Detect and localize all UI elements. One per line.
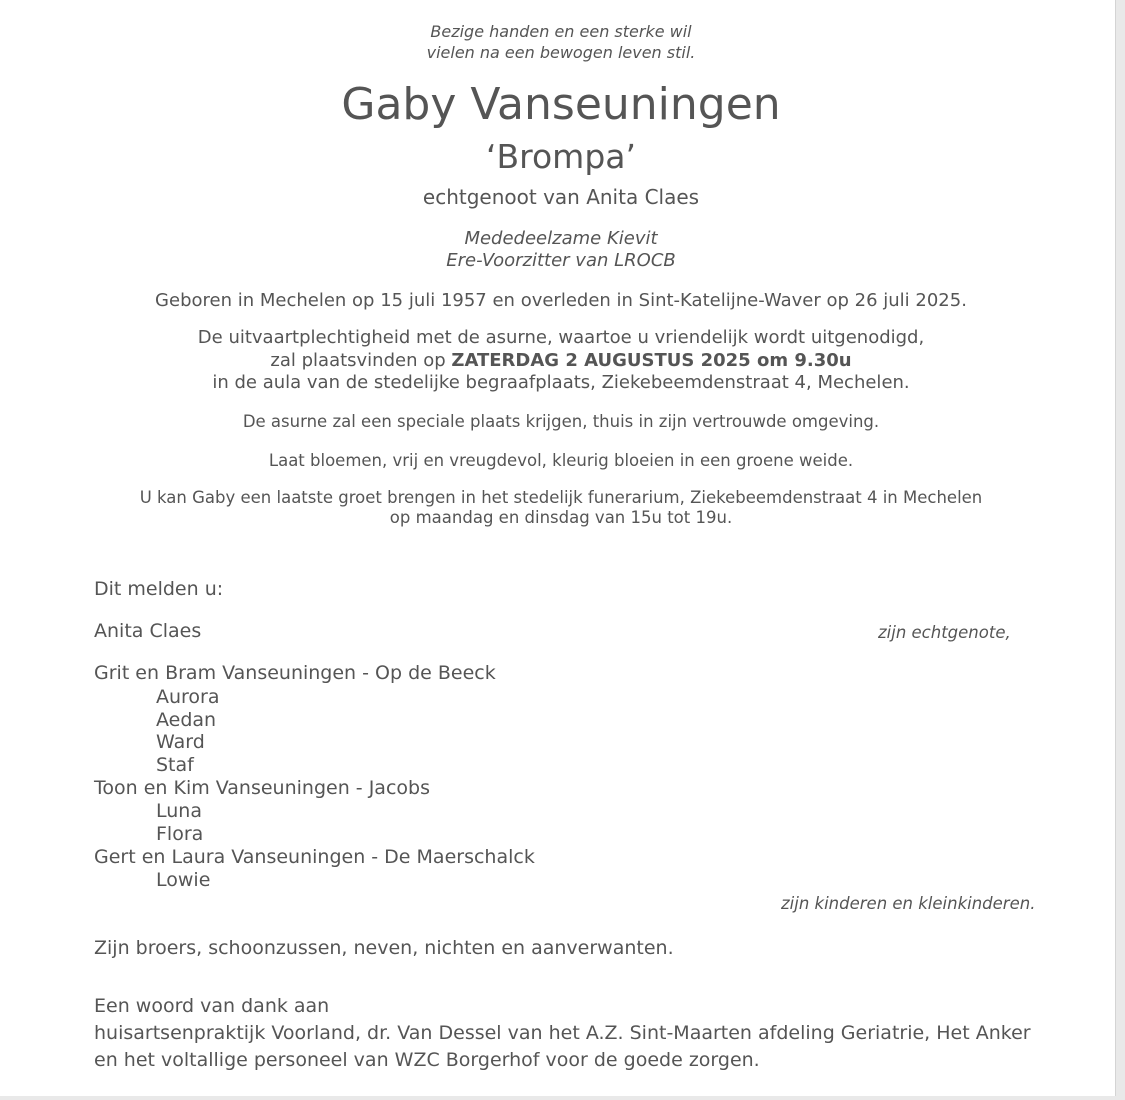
ceremony-line-1: De uitvaartplechtigheid met de asurne, waartoe u vriendelijk wordt uitgenodigd, xyxy=(197,327,925,348)
ceremony-line-3: in de aula van de stedelijke begraafplaats, Ziekebeemdenstraat 4, Mechelen. xyxy=(212,372,910,393)
visit-line-1: U kan Gaby een laatste groet brengen in het stedelijk funerarium, Ziekebeemdenstraat 4 in Mechelen xyxy=(139,488,983,507)
grandchild-name: Ward xyxy=(156,731,205,753)
family-1-name: Grit en Bram Vanseuningen - Op de Beeck xyxy=(94,662,496,684)
deceased-nickname: ‘Brompa’ xyxy=(486,137,636,176)
grandchild-name: Aurora xyxy=(156,686,220,708)
urn-note: De asurne zal een speciale plaats krijgen, thuis in zijn vertrouwde omgeving. xyxy=(242,412,880,431)
thanks-line-1: Een woord van dank aan xyxy=(94,995,330,1017)
family-3-name: Gert en Laura Vanseuningen - De Maerschalck xyxy=(94,846,535,868)
motto-line-2: vielen na een bewogen leven stil. xyxy=(426,43,696,62)
family-2-name: Toon en Kim Vanseuningen - Jacobs xyxy=(94,777,430,799)
title-line-2: Ere-Voorzitter van LROCB xyxy=(446,250,676,271)
grandchild-name: Luna xyxy=(156,800,202,822)
thanks-line-2: huisartsenpraktijk Voorland, dr. Van Dessel van het A.Z. Sint-Maarten afdeling Geriatrie, Het Anker xyxy=(94,1022,1031,1044)
ceremony-date: ZATERDAG 2 AUGUSTUS 2025 om 9.30u xyxy=(451,350,852,371)
thanks-line-3: en het voltallige personeel van WZC Borgerhof voor de goede zorgen. xyxy=(94,1049,760,1071)
ceremony-date-prefix: zal plaatsvinden op xyxy=(270,350,452,371)
birth-death-line: Geboren in Mechelen op 15 juli 1957 en overleden in Sint-Katelijne-Waver op 26 juli 2025. xyxy=(155,290,967,311)
announce-line: Dit melden u: xyxy=(94,578,224,600)
children-relation: zijn kinderen en kleinkinderen. xyxy=(781,894,1036,913)
ceremony-line-2 xyxy=(0,350,1122,372)
deceased-name: Gaby Vanseuningen xyxy=(341,79,781,130)
wife-name: Anita Claes xyxy=(94,620,202,642)
grandchild-name: Lowie xyxy=(156,869,211,891)
motto-line-1: Bezige handen en een sterke wil xyxy=(430,22,692,41)
grandchild-name: Flora xyxy=(156,823,204,845)
relatives-line: Zijn broers, schoonzussen, neven, nichten en aanverwanten. xyxy=(94,937,674,959)
visit-line-2: op maandag en dinsdag van 15u tot 19u. xyxy=(389,508,733,527)
wife-relation: zijn echtgenote, xyxy=(878,623,1011,642)
title-line-1: Mededeelzame Kievit xyxy=(464,228,658,249)
spouse-line: echtgenoot van Anita Claes xyxy=(422,185,700,209)
grandchild-name: Aedan xyxy=(156,709,217,731)
flowers-note: Laat bloemen, vrij en vreugdevol, kleurig bloeien in een groene weide. xyxy=(268,451,854,470)
grandchild-name: Staf xyxy=(156,754,194,776)
